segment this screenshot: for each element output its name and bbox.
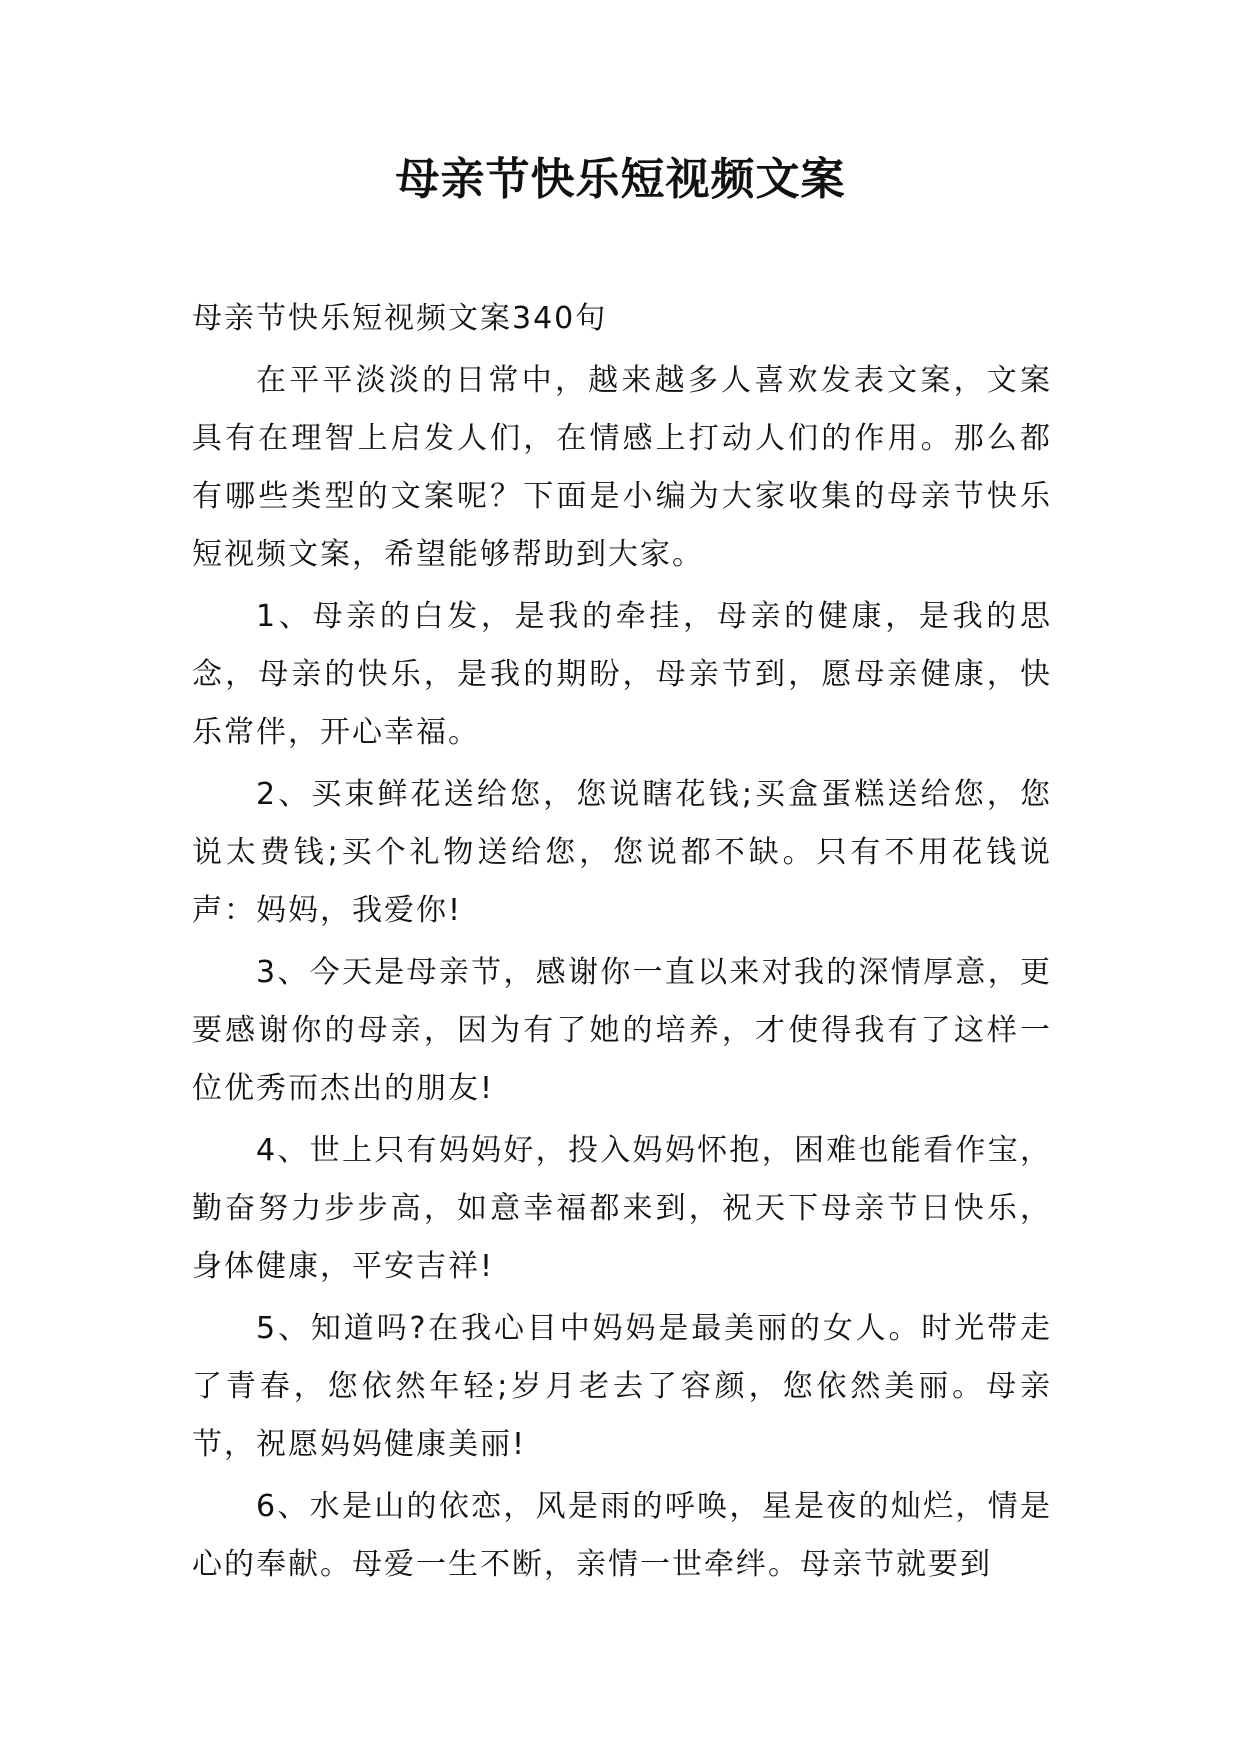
item-paragraph-3: 3、今天是母亲节，感谢你一直以来对我的深情厚意，更要感谢你的母亲，因为有了她的培养，才使得我有了这样一位优秀而杰出的朋友! <box>192 955 1052 1106</box>
intro-paragraph: 在平平淡淡的日常中，越来越多人喜欢发表文案，文案具有在理智上启发人们，在情感上打动人们的作用。那么都有哪些类型的文案呢？下面是小编为大家收集的母亲节快乐短视频文案，希望能够帮助到大家。 <box>192 363 1052 572</box>
document-subtitle: 母亲节快乐短视频文案340句 <box>192 301 608 336</box>
item-paragraph-6: 6、水是山的依恋，风是雨的呼唤，星是夜的灿烂，情是心的奉献。母爱一生不断，亲情一世牵绊。母亲节就要到 <box>192 1489 1052 1582</box>
document-title: 母亲节快乐短视频文案 <box>395 154 846 205</box>
document-body <box>192 290 1052 1598</box>
item-paragraph-1: 1、母亲的白发，是我的牵挂，母亲的健康，是我的思念，母亲的快乐，是我的期盼，母亲节到，愿母亲健康，快乐常伴，开心幸福。 <box>192 599 1052 750</box>
item-paragraph-4: 4、世上只有妈妈好，投入妈妈怀抱，困难也能看作宝，勤奋努力步步高，如意幸福都来到，祝天下母亲节日快乐，身体健康，平安吉祥! <box>192 1133 1052 1284</box>
item-paragraph-5: 5、知道吗?在我心目中妈妈是最美丽的女人。时光带走了青春，您依然年轻;岁月老去了容颜，您依然美丽。母亲节，祝愿妈妈健康美丽! <box>192 1311 1052 1462</box>
item-paragraph-2: 2、买束鲜花送给您，您说瞎花钱;买盒蛋糕送给您，您说太费钱;买个礼物送给您，您说都不缺。只有不用花钱说声：妈妈，我爱你! <box>192 777 1052 928</box>
